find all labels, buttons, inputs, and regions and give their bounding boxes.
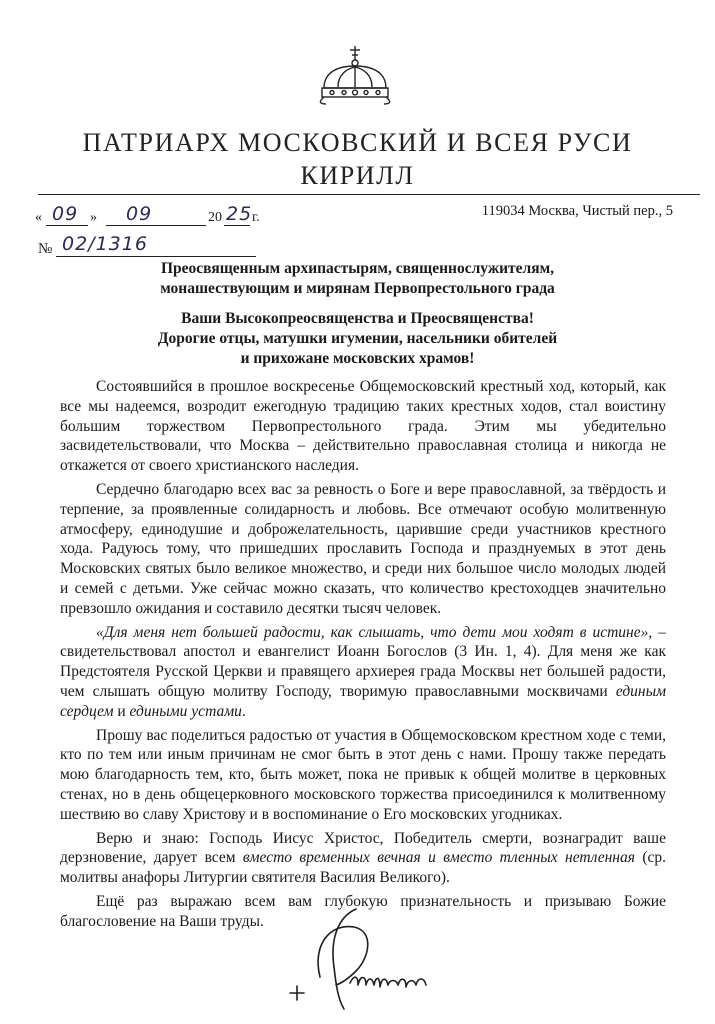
greeting-line-2: Дорогие отцы, матушки игумении, насельники обителей: [157, 330, 558, 347]
date-day-line: [46, 225, 88, 226]
number-line: [56, 256, 256, 257]
date-year-prefix: 20: [208, 210, 222, 225]
liturgy-quote: вместо временных вечная и вместо тленных нетленная: [242, 849, 635, 867]
addressee-block: [0, 259, 715, 299]
paragraph-4: Прошу вас поделиться радостью от участия в Общемосковском крестном ходе с теми, кто по тем или иным причинам не смог быть в этот день с нами. Прошу также передать мою благодарность тем, кто, быть может, пока не привык к общей молитве в церковных стенах, но в день общецерковного московского торжества присоединился к молитвенному шествию во славу Христову и в воспоминание о Его московских угодниках.: [60, 726, 666, 823]
handwritten-signature: [286, 905, 446, 1015]
addressee-line-1: Преосвященным архипастырям, священнослужителям,: [160, 260, 555, 277]
date-year-unit: г.: [252, 210, 260, 225]
letter-body: [60, 377, 666, 936]
paragraph-3: «Для меня нет большей радости, как слышать, что дети мои ходят в истине», – свидетельствовал апостол и евангелист Иоанн Богослов (3 Ин. 1, 4). Для меня же как Предстоятеля Русской Церкви и правящего архиерея града Москвы нет большей радости, чем слышать общую молитву Господу, творимую православными москвичами единым сердцем и едиными устами.: [60, 623, 667, 720]
header-divider: [38, 194, 700, 195]
date-year-line: [224, 225, 250, 226]
date-day: 09: [52, 203, 79, 225]
date-quote-close: »: [90, 210, 97, 225]
paragraph-6: Ещё раз выражаю всем вам глубокую признательность и призываю Божие благословение на Ваши труды.: [60, 892, 666, 930]
number-label: №: [38, 241, 53, 257]
addressee-line-2: монашествующим и мирянам Первопрестольного града: [160, 280, 555, 297]
greeting-line-3: и прихожане московских храмов!: [240, 350, 475, 367]
header-name: КИРИЛЛ: [300, 161, 415, 190]
paragraph-1: Состоявшийся в прошлое воскресенье Общемосковский крестный ход, который, как все мы надеемся, возродит ежегодную традицию таких крестных ходов, стал воистину большим торжеством Первопрестольного града. Этим мы убедительно засвидетельствовали, что Москва – действительно православная столица и никогда не откажется от своего христианского наследия.: [60, 378, 666, 475]
greeting-block: [0, 309, 715, 369]
date-year: 25: [226, 203, 253, 225]
date-month: 09: [126, 203, 153, 225]
date-quote-open: «: [35, 210, 42, 225]
office-address: 119034 Москва, Чистый пер., 5: [481, 203, 673, 219]
date-month-line: [106, 225, 206, 226]
header-title: ПАТРИАРХ МОСКОВСКИЙ И ВСЕЯ РУСИ: [82, 128, 633, 157]
paragraph-2: Сердечно благодарю всех вас за ревность о Боге и вере православной, за твёрдость и терпение, за проявленные солидарность и любовь. Все отмечают особую молитвенную атмосферу, единодушие и доброжелательность, царившие среди участников крестного хода. Радуюсь тому, что пришедших прославить Господа и празднуемых в этот день Московских святых было великое множество, и среди них большое число молодых людей и семей с детьми. Уже сейчас можно сказать, что количество крестоходцев значительно превзошло ожидания и составило десятки тысяч человек.: [60, 480, 666, 617]
scripture-quote: «Для меня нет большей радости, как слышать, что дети мои ходят в истине»: [96, 623, 649, 641]
greeting-line-1: Ваши Высокопреосвященства и Преосвященства!: [181, 310, 534, 327]
number-value: 02/1316: [62, 233, 148, 255]
patriarch-crown-emblem: [316, 44, 394, 106]
paragraph-5: Верю и знаю: Господь Иисус Христос, Победитель смерти, вознаградит ваше дерзновение, дарует всем вместо временных вечная и вместо тленных нетленная (ср. молитвы анафоры Литургии святителя Василия Великого).: [60, 829, 666, 887]
